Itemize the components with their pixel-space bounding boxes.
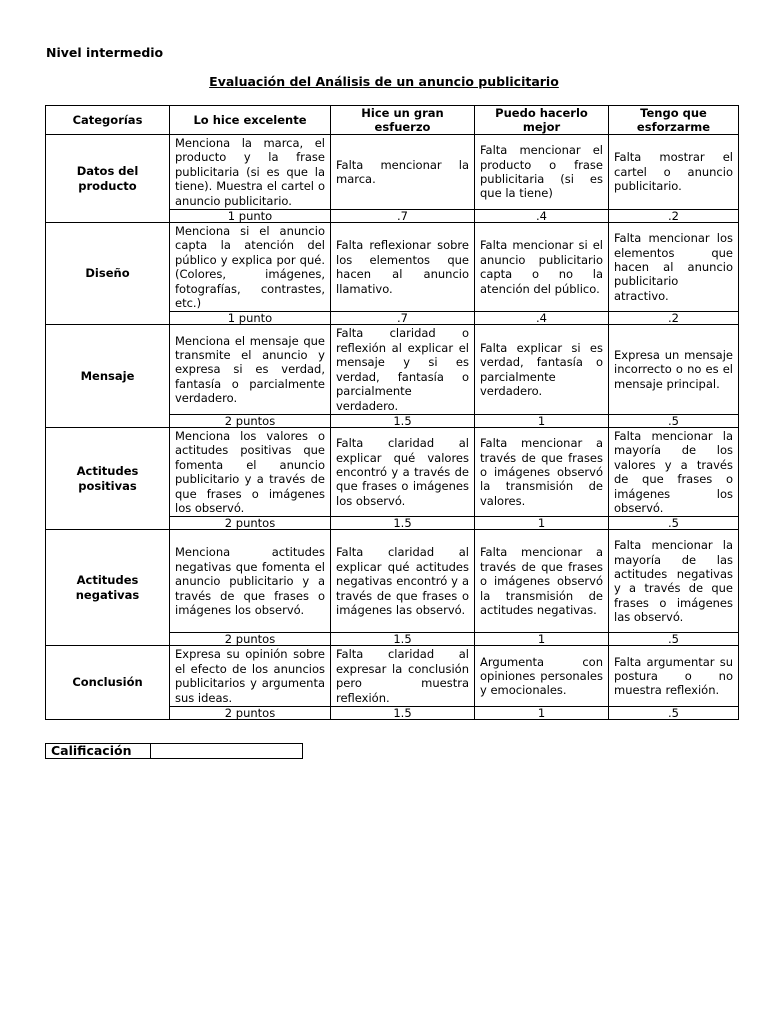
description-cell: Falta mencionar a través de que frases o imágenes observó la transmisión de actitudes negativas.	[475, 530, 609, 633]
description-cell: Falta explicar si es verdad, fantasía o parcialmente verdadero.	[475, 325, 609, 414]
category-cell: Datos del producto	[46, 135, 170, 223]
description-cell: Falta mencionar la mayoría de las actitudes negativas y a través de que frases o imágenes las observó.	[609, 530, 739, 633]
score-cell: .2	[609, 210, 739, 223]
description-cell: Expresa un mensaje incorrecto o no es el mensaje principal.	[609, 325, 739, 414]
description-cell: Falta mencionar a través de que frases o imágenes observó la transmisión de valores.	[475, 427, 609, 516]
description-cell: Menciona el mensaje que transmite el anuncio y expresa si es verdad, fantasía o parcialmente verdadero.	[170, 325, 331, 414]
description-cell: Falta mencionar el producto o frase publicitaria (si es que la tiene)	[475, 135, 609, 210]
category-cell: Conclusión	[46, 646, 170, 720]
score-cell: 1.5	[331, 517, 475, 530]
grade-label: Calificación	[46, 744, 151, 759]
table-row	[46, 223, 739, 312]
description-cell: Falta mencionar la marca.	[331, 135, 475, 210]
score-cell: 1	[475, 517, 609, 530]
header-row	[46, 106, 739, 135]
description-cell: Falta argumentar su postura o no muestra reflexión.	[609, 646, 739, 707]
description-cell: Falta reflexionar sobre los elementos que hacen al anuncio llamativo.	[331, 223, 475, 312]
column-header-categories: Categorías	[46, 106, 170, 135]
score-cell: 1 punto	[170, 210, 331, 223]
description-cell: Argumenta con opiniones personales y emocionales.	[475, 646, 609, 707]
score-cell: .5	[609, 706, 739, 719]
score-cell: 1	[475, 414, 609, 427]
description-cell: Menciona actitudes negativas que fomenta el anuncio publicitario y a través de que frases o imágenes los observó.	[170, 530, 331, 633]
score-cell: .4	[475, 312, 609, 325]
description-cell: Falta claridad al explicar qué valores encontró y a través de que frases o imágenes los observó.	[331, 427, 475, 516]
column-header-excellent: Lo hice excelente	[170, 106, 331, 135]
score-cell: 1.5	[331, 706, 475, 719]
score-cell: .7	[331, 210, 475, 223]
score-cell: .2	[609, 312, 739, 325]
description-cell: Menciona la marca, el producto y la frase publicitaria (si es que la tiene). Muestra el cartel o anuncio publicitario.	[170, 135, 331, 210]
score-cell: 2 puntos	[170, 517, 331, 530]
category-cell: Actitudes negativas	[46, 530, 170, 646]
table-row	[46, 325, 739, 414]
rubric-table	[45, 105, 739, 720]
description-cell: Falta mencionar si el anuncio publicitario capta o no la atención del público.	[475, 223, 609, 312]
description-cell: Falta claridad o reflexión al explicar el mensaje y si es verdad, fantasía o parcialmente verdadero.	[331, 325, 475, 414]
column-header-great-effort: Hice un gran esfuerzo	[331, 106, 475, 135]
score-cell: 2 puntos	[170, 706, 331, 719]
grade-value-field[interactable]	[151, 744, 303, 759]
description-cell: Menciona los valores o actitudes positivas que fomenta el anuncio publicitario y a través de que frases o imágenes los observó.	[170, 427, 331, 516]
score-cell: .5	[609, 517, 739, 530]
table-row	[46, 530, 739, 633]
description-cell: Falta mostrar el cartel o anuncio publicitario.	[609, 135, 739, 210]
score-cell: 1	[475, 706, 609, 719]
score-cell: 2 puntos	[170, 414, 331, 427]
column-header-must-try-harder: Tengo que esforzarme	[609, 106, 739, 135]
score-cell: .5	[609, 633, 739, 646]
level-label: Nivel intermedio	[46, 45, 164, 60]
score-cell: 1 punto	[170, 312, 331, 325]
table-row	[46, 427, 739, 516]
description-cell: Falta mencionar la mayoría de los valores y a través de que frases o imágenes los observó.	[609, 427, 739, 516]
page-title: Evaluación del Análisis de un anuncio publicitario	[209, 74, 559, 89]
score-cell: .5	[609, 414, 739, 427]
score-cell: 1	[475, 633, 609, 646]
description-cell: Falta claridad al explicar qué actitudes negativas encontró y a través de que frases o imágenes las observó.	[331, 530, 475, 633]
description-cell: Falta mencionar los elementos que hacen al anuncio publicitario atractivo.	[609, 223, 739, 312]
score-cell: 2 puntos	[170, 633, 331, 646]
column-header-can-do-better: Puedo hacerlo mejor	[475, 106, 609, 135]
category-cell: Actitudes positivas	[46, 427, 170, 529]
description-cell: Menciona si el anuncio capta la atención del público y explica por qué. (Colores, imágenes, fotografías, contrastes, etc.)	[170, 223, 331, 312]
table-row	[46, 646, 739, 707]
table-row	[46, 135, 739, 210]
category-cell: Mensaje	[46, 325, 170, 427]
score-cell: .7	[331, 312, 475, 325]
description-cell: Expresa su opinión sobre el efecto de los anuncios publicitarios y argumenta sus ideas.	[170, 646, 331, 707]
score-cell: 1.5	[331, 414, 475, 427]
category-cell: Diseño	[46, 223, 170, 325]
grade-box	[45, 743, 303, 759]
score-cell: 1.5	[331, 633, 475, 646]
description-cell: Falta claridad al expresar la conclusión pero muestra reflexión.	[331, 646, 475, 707]
score-cell: .4	[475, 210, 609, 223]
